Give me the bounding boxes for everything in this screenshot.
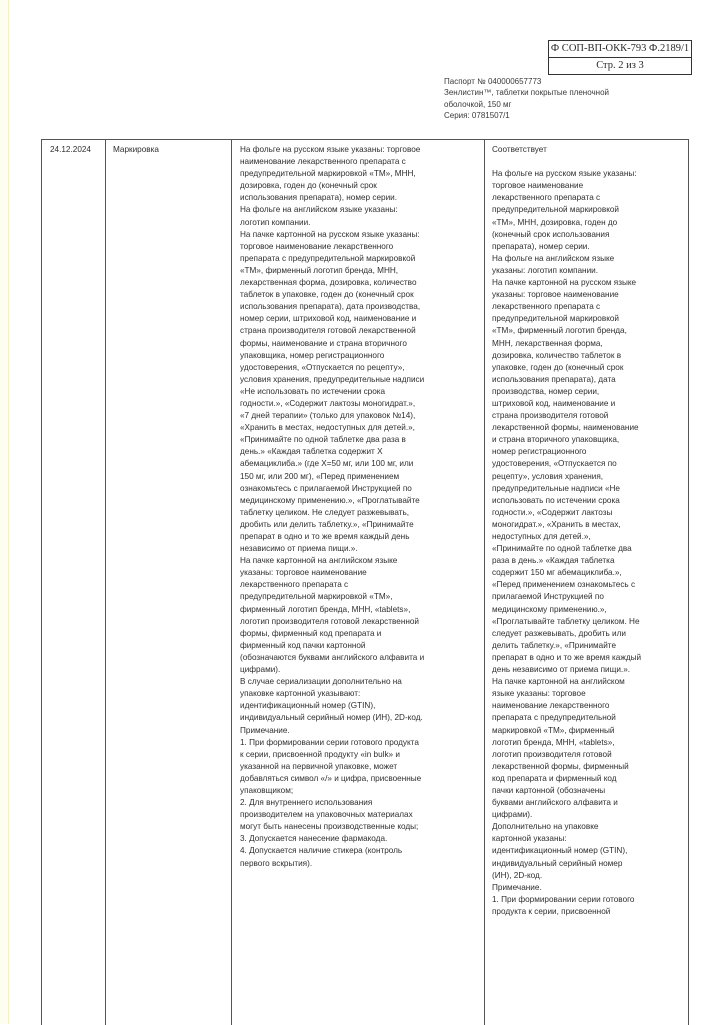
requirement-line: На пачке картонной на русском языке указаны: — [240, 229, 420, 239]
result-line: производства, номер серии, — [492, 386, 600, 396]
result-line: предупредительной маркировкой — [492, 205, 619, 215]
requirement-line: лекарственного препарата с — [240, 580, 349, 590]
requirement-line: «Не использовать по истечении срока — [240, 386, 386, 396]
requirement-line: использования препарата), дата производства, — [240, 302, 421, 312]
requirement-line: 1. При формировании серии готового продукта — [240, 737, 419, 747]
result-line: На пачке картонной на русском языке — [492, 278, 637, 288]
requirement-line: 2. Для внутреннего использования — [240, 798, 373, 808]
result-line: «ТМ», фирменный логотип бренда, — [492, 326, 627, 336]
requirement-line: дробить или делить таблетку.», «Принимайте — [240, 519, 414, 529]
result-line: МНН, лекарственная форма, — [492, 338, 603, 348]
result-line: идентификационный номер (GTIN), — [492, 846, 628, 856]
requirement-line: первого вскрытия). — [240, 858, 313, 868]
requirement-line: логотип компании. — [240, 217, 311, 227]
result-line: делить таблетку.», «Принимайте — [492, 640, 616, 650]
results-table — [41, 139, 689, 1025]
result-line: недоступных для детей.», — [492, 532, 591, 541]
requirement-line: «Хранить в местах, недоступных для детей.», — [240, 423, 415, 433]
passport-header — [444, 76, 644, 122]
result-line: «Принимайте по одной таблетке два — [492, 544, 632, 554]
result-line: цифрами). — [492, 810, 533, 820]
result-line: код препарата и фирменный код — [492, 773, 617, 783]
requirement-line: 3. Допускается нанесение фармакода. — [240, 834, 388, 844]
result-line: рецепту», условия хранения, — [492, 471, 604, 481]
product-form: оболочкой, 150 мг — [444, 99, 512, 109]
requirement-line: индивидуальный серийный номер (ИН), 2D-код. — [240, 713, 423, 723]
requirement-line: фирменный код пачки картонной — [240, 640, 366, 650]
result-line: прилагаемой Инструкцией по — [492, 592, 604, 602]
requirement-line: дозировка, годен до (конечный срок — [240, 181, 377, 191]
result-text — [492, 144, 682, 918]
column-divider — [231, 140, 232, 1025]
requirement-line: упаковке картонной указывают: — [240, 689, 361, 699]
requirement-line: указаны: торговое наименование — [240, 568, 367, 578]
result-line: препарата), номер серии. — [492, 241, 590, 251]
result-line: продукта к серии, присвоенной — [492, 906, 611, 916]
requirement-line: день.» «Каждая таблетка содержит X — [240, 447, 383, 457]
requirement-line: наименование лекарственного препарата с — [240, 157, 406, 167]
requirement-line: На фольге на русском языке указаны: торговое — [240, 145, 421, 154]
result-line: препарата с предупредительной — [492, 713, 616, 723]
result-line: штриховой код, наименование и — [492, 398, 616, 408]
requirement-line: лекарственная форма, дозировка, количество — [240, 278, 417, 288]
result-line: лекарственного препарата с — [492, 193, 601, 203]
result-line: препарат в одно и то же время каждый — [492, 652, 642, 662]
result-line: Примечание. — [492, 882, 542, 892]
requirement-line: фирменный логотип бренда, МНН, «tablets», — [240, 604, 411, 614]
result-line: буквами английского алфавита и — [492, 798, 618, 808]
result-line: (конечный срок использования — [492, 229, 610, 239]
requirement-line: цифрами). — [240, 665, 281, 675]
requirement-line: логотип производителя готовой лекарственной — [240, 616, 419, 626]
page-left-edge — [0, 0, 9, 1024]
result-line: номер регистрационного — [492, 447, 587, 457]
product-name: Зенлистин™, таблетки покрытые пленочной — [444, 88, 609, 98]
result-line: пачки картонной (обозначены — [492, 785, 606, 795]
result-line: день независимо от приема пищи.». — [492, 665, 631, 675]
requirement-line: На пачке картонной на английском языке — [240, 556, 398, 566]
result-line: и страна вторичного упаковщика, — [492, 435, 620, 445]
requirement-line: упаковщика, номер регистрационного — [240, 350, 385, 360]
result-line: дозировка, количество таблеток в — [492, 350, 622, 360]
requirement-line: упаковщиком; — [240, 785, 294, 795]
result-line: лекарственного препарата с — [492, 302, 601, 312]
result-line: моногидрат.», «Хранить в местах, — [492, 519, 621, 529]
result-line: удостоверения, «Отпускается по — [492, 459, 617, 469]
column-divider — [105, 140, 106, 1025]
result-line — [492, 156, 682, 168]
requirement-line: независимо от приема пищи.». — [240, 544, 358, 554]
requirement-line: могут быть нанесены производственные коды; — [240, 822, 419, 832]
requirement-line: годности.», «Содержит лактозы моногидрат.», — [240, 398, 416, 408]
requirement-line: номер серии, штриховой код, наименование и — [240, 314, 417, 324]
requirement-line: добавляться символ «/» и цифра, присвоенные — [240, 773, 422, 783]
requirement-line: препарат в одно и то же время каждый день — [240, 532, 410, 541]
result-line: (ИН), 2D-код. — [492, 870, 543, 880]
result-line: следует разжевывать, дробить или — [492, 628, 626, 638]
requirement-line: «7 дней терапии» (только для упаковок №14), — [240, 411, 416, 421]
result-line: маркировкой «ТМ», фирменный — [492, 725, 615, 735]
requirement-line: идентификационный номер (GTIN), — [240, 701, 376, 711]
result-line: медицинскому применению.», — [492, 604, 607, 614]
result-line: указаны: торговое наименование — [492, 290, 619, 300]
result-line: На фольге на русском языке указаны: — [492, 169, 637, 179]
requirement-line: предупредительной маркировкой «ТМ», МНН, — [240, 169, 416, 179]
requirement-line: Примечание. — [240, 725, 290, 735]
requirement-line: производителем на упаковочных материалах — [240, 810, 413, 820]
result-line: содержит 150 мг абемациклиба.», — [492, 568, 622, 578]
test-section: Маркировка — [113, 145, 159, 154]
result-line: раза в день.» «Каждая таблетка — [492, 556, 615, 566]
result-line: предупредительной маркировкой — [492, 314, 619, 324]
requirement-line: к серии, присвоенной продукту «in bulk» и — [240, 749, 400, 759]
result-line: языке указаны: торговое — [492, 689, 586, 699]
result-line: «Проглатывайте таблетку целиком. Не — [492, 616, 640, 626]
form-code: Ф СОП-ВП-ОКК-793 Ф.2189/1 — [550, 43, 690, 54]
result-line: лекарственной формы, фирменный — [492, 761, 629, 771]
batch-number: Серия: 0781507/1 — [444, 111, 510, 121]
requirement-line: предупредительной маркировкой «ТМ», — [240, 592, 393, 602]
requirement-line: (обозначаются буквами английского алфавита и — [240, 652, 425, 662]
requirement-line: медицинскому применению.», «Проглатывайте — [240, 495, 420, 505]
result-line: картонной указаны: — [492, 834, 567, 844]
result-line: Соответствует — [492, 145, 547, 154]
requirement-line: формы, наименование и страна вторичного — [240, 338, 407, 348]
requirement-line: указанной на первичной упаковке, может — [240, 761, 398, 771]
test-date: 24.12.2024 — [50, 145, 91, 154]
requirement-line: В случае сериализации дополнительно на — [240, 677, 402, 687]
requirement-line: ознакомьтесь с прилагаемой Инструкцией по — [240, 483, 412, 493]
requirement-line: абемациклиба.» (где X=50 мг, или 100 мг, или — [240, 459, 414, 469]
result-line: использовать по истечении срока — [492, 495, 620, 505]
requirement-line: таблеток в упаковке, годен до (конечный срок — [240, 290, 414, 300]
result-line: страна производителя готовой — [492, 411, 609, 421]
result-line: лекарственной формы, наименование — [492, 423, 639, 433]
form-code-box — [548, 40, 692, 75]
requirement-line: торговое наименование лекарственного — [240, 241, 394, 251]
result-line: 1. При формировании серии готового — [492, 894, 635, 904]
result-line: «ТМ», МНН, дозировка, годен до — [492, 217, 618, 227]
result-line: Дополнительно на упаковке — [492, 822, 599, 832]
result-line: индивидуальный серийный номер — [492, 858, 623, 868]
result-line: упаковке, годен до (конечный срок — [492, 362, 624, 372]
result-line: На фольге на английском языке — [492, 253, 615, 263]
result-line: предупредительные надписи «Не — [492, 483, 620, 493]
result-line: логотип производителя готовой — [492, 749, 612, 759]
requirement-line: использования препарата), номер серии. — [240, 193, 397, 203]
requirement-line: «Принимайте по одной таблетке два раза в — [240, 435, 406, 445]
requirement-line: 4. Допускается наличие стикера (контроль — [240, 846, 403, 856]
result-line: годности.», «Содержит лактозы — [492, 507, 613, 517]
page-number: Стр. 2 из 3 — [549, 57, 691, 74]
requirement-line: таблетку целиком. Не следует разжевывать, — [240, 507, 410, 517]
requirement-line: 150 мг, или 200 мг), «Перед применением — [240, 471, 400, 481]
result-line: указаны: логотип компании. — [492, 265, 599, 275]
result-line: «Перед применением ознакомьтесь с — [492, 580, 636, 590]
requirement-line: препарата с предупредительной маркировкой — [240, 253, 416, 263]
result-line: логотип бренда, МНН, «tablets», — [492, 737, 615, 747]
requirement-text — [240, 144, 486, 870]
result-line: На пачке картонной на английском — [492, 677, 625, 687]
result-line: использования препарата), дата — [492, 374, 616, 384]
requirement-line: страна производителя готовой лекарственной — [240, 326, 416, 336]
result-line: наименование лекарственного — [492, 701, 610, 711]
requirement-line: На фольге на английском языке указаны: — [240, 205, 398, 215]
requirement-line: удостоверения, «Отпускается по рецепту», — [240, 362, 405, 372]
requirement-line: условия хранения, предупредительные надписи — [240, 374, 425, 384]
passport-number: Паспорт № 040000657773 — [444, 77, 542, 86]
requirement-line: «ТМ», фирменный логотип бренда, МНН, — [240, 265, 399, 275]
requirement-line: формы, фирменный код препарата и — [240, 628, 382, 638]
result-line: торговое наименование — [492, 181, 584, 191]
